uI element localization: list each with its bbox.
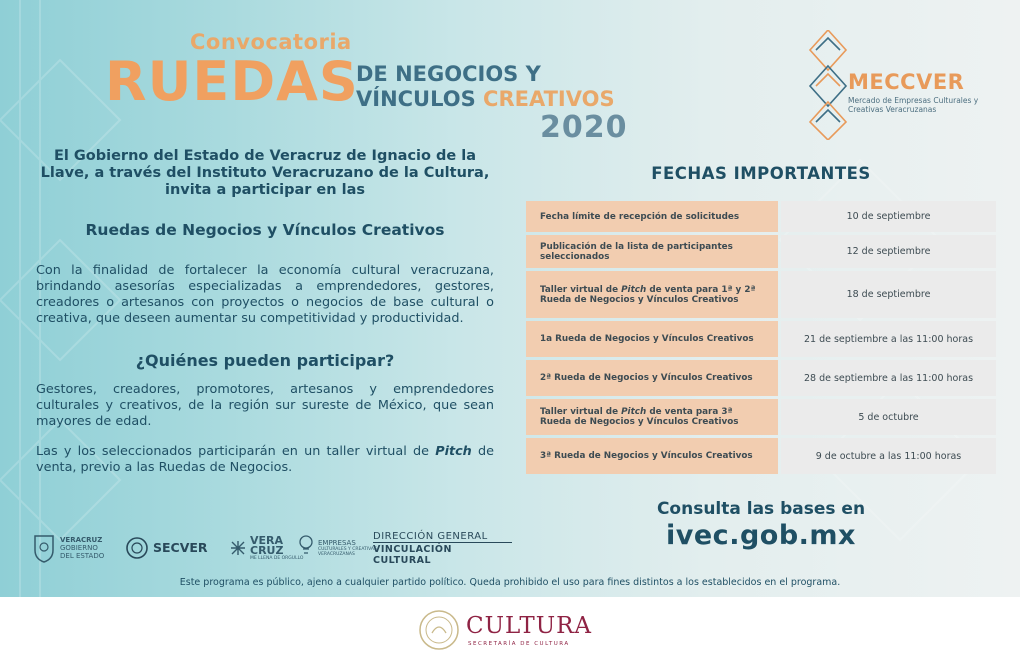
date-row <box>526 201 996 232</box>
consult-label: Consulta las bases en <box>656 499 866 519</box>
who-text: Gestores, creadores, promotores, artesanos y emprendedores culturales y creativos, de la región sur sureste de México, que sean mayores de edad. <box>36 382 494 429</box>
veracruz-line-b: CRUZ <box>250 543 284 557</box>
date-label: 2ª Rueda de Negocios y Vínculos Creativos <box>526 360 778 396</box>
header-ruedas: RUEDAS <box>105 50 359 113</box>
veracruz-mark-icon <box>230 540 246 556</box>
empresas-line-a: EMPRESAS <box>318 539 356 547</box>
date-row <box>526 235 996 268</box>
dates-title: FECHAS IMPORTANTES <box>651 164 871 183</box>
lightbulb-icon <box>298 533 314 563</box>
header-line-1: DE NEGOCIOS Y <box>356 62 541 86</box>
secretaria-label: SECRETARÍA DE CULTURA <box>468 641 570 647</box>
meccver-subtitle: Mercado de Empresas Culturales y Creativas Veracruzanas <box>848 96 979 114</box>
meccver-logo <box>806 30 986 140</box>
date-value: 21 de septiembre a las 11:00 horas <box>781 321 996 357</box>
empresas-line-b: CULTURALES Y CREATIVAS <box>318 547 377 552</box>
header-line-2 <box>356 87 615 111</box>
date-label: Publicación de la lista de participantes seleccionados <box>526 235 778 268</box>
date-row <box>526 321 996 357</box>
cultura-logo <box>418 609 608 653</box>
selected-text <box>30 444 500 476</box>
gobierno-line-a: VERACRUZ <box>60 536 103 544</box>
empresas-logo <box>298 530 377 566</box>
date-value: 28 de septiembre a las 11:00 horas <box>781 360 996 396</box>
who-title: ¿Quiénes pueden participar? <box>135 351 395 370</box>
consult-url-link[interactable]: ivec.gob.mx <box>666 520 856 551</box>
date-label: 3ª Rueda de Negocios y Vínculos Creativos <box>526 438 778 474</box>
vinculacion-cultural: VINCULACIÓN CULTURAL <box>373 542 512 566</box>
meccver-mark-icon <box>806 30 850 140</box>
selected-text-a: Las y los seleccionados participarán en un taller virtual de <box>36 444 436 459</box>
footer <box>0 597 1020 662</box>
gobierno-line-c: DEL ESTADO <box>60 552 105 560</box>
coat-of-arms-icon <box>32 533 56 563</box>
date-label: 1a Rueda de Negocios y Vínculos Creativos <box>526 321 778 357</box>
date-label: Taller virtual de Pitch de venta para 3ª Rueda de Negocios y Vínculos Creativos <box>526 399 778 435</box>
header-convocatoria: Convocatoria <box>190 30 352 54</box>
secver-text: SECVER <box>153 540 208 555</box>
sponsor-logos <box>32 530 512 570</box>
disclaimer: Este programa es público, ajeno a cualquier partido político. Queda prohibido el uso para fines distintos a los establecidos en el programa. <box>179 577 841 588</box>
date-row <box>526 271 996 318</box>
direccion-general: DIRECCIÓN GENERAL <box>373 530 488 542</box>
secver-seal-icon <box>125 536 149 560</box>
date-value: 12 de septiembre <box>781 235 996 268</box>
meccver-name: MECCVER <box>848 70 965 94</box>
date-row <box>526 438 996 474</box>
cultura-wordmark: CULTURA <box>466 613 593 639</box>
secver-logo <box>125 530 208 566</box>
date-label: Fecha límite de recepción de solicitudes <box>526 201 778 232</box>
date-value: 5 de octubre <box>781 399 996 435</box>
date-row <box>526 360 996 396</box>
veracruz-orgullo-logo <box>230 530 303 566</box>
gobierno-line-b: GOBIERNO <box>60 544 98 552</box>
dates-table <box>526 201 996 477</box>
empresas-line-c: VERACRUZANAS <box>318 552 355 557</box>
vinculacion-logo <box>373 530 512 566</box>
selected-text-b: de venta, previo a las Ruedas de Negocios. <box>36 444 494 475</box>
national-seal-icon <box>418 609 460 651</box>
header-line-2-a: VÍNCULOS <box>356 87 484 111</box>
header-line-2-b: CREATIVOS <box>483 87 615 111</box>
veracruz-government-logo <box>32 530 104 566</box>
selected-text-pitch: Pitch <box>435 444 472 459</box>
left-column <box>30 148 500 476</box>
date-value: 9 de octubre a las 11:00 horas <box>781 438 996 474</box>
veracruz-line-a: VERA <box>250 533 284 547</box>
date-value: 10 de septiembre <box>781 201 996 232</box>
purpose-text: Con la finalidad de fortalecer la economía cultural veracruzana, brindando asesorías especializadas a emprendedores, gestores, creadores o artesanos con proyectos o negocios de base cultural o creativa, que deseen aumentar su competitividad y productividad. <box>36 263 494 326</box>
date-value: 18 de septiembre <box>781 271 996 318</box>
veracruz-line-c: ME LLENA DE ORGULLO <box>250 555 304 561</box>
date-row <box>526 399 996 435</box>
header-year: 2020 <box>540 110 628 145</box>
date-label: Taller virtual de Pitch de venta para 1ª y 2ª Rueda de Negocios y Vínculos Creativos <box>526 271 778 318</box>
intro-text: El Gobierno del Estado de Veracruz de Ignacio de la Llave, a través del Instituto Veracruzano de la Cultura, invita a participar en las <box>40 148 490 198</box>
program-title: Ruedas de Negocios y Vínculos Creativos <box>85 221 445 239</box>
